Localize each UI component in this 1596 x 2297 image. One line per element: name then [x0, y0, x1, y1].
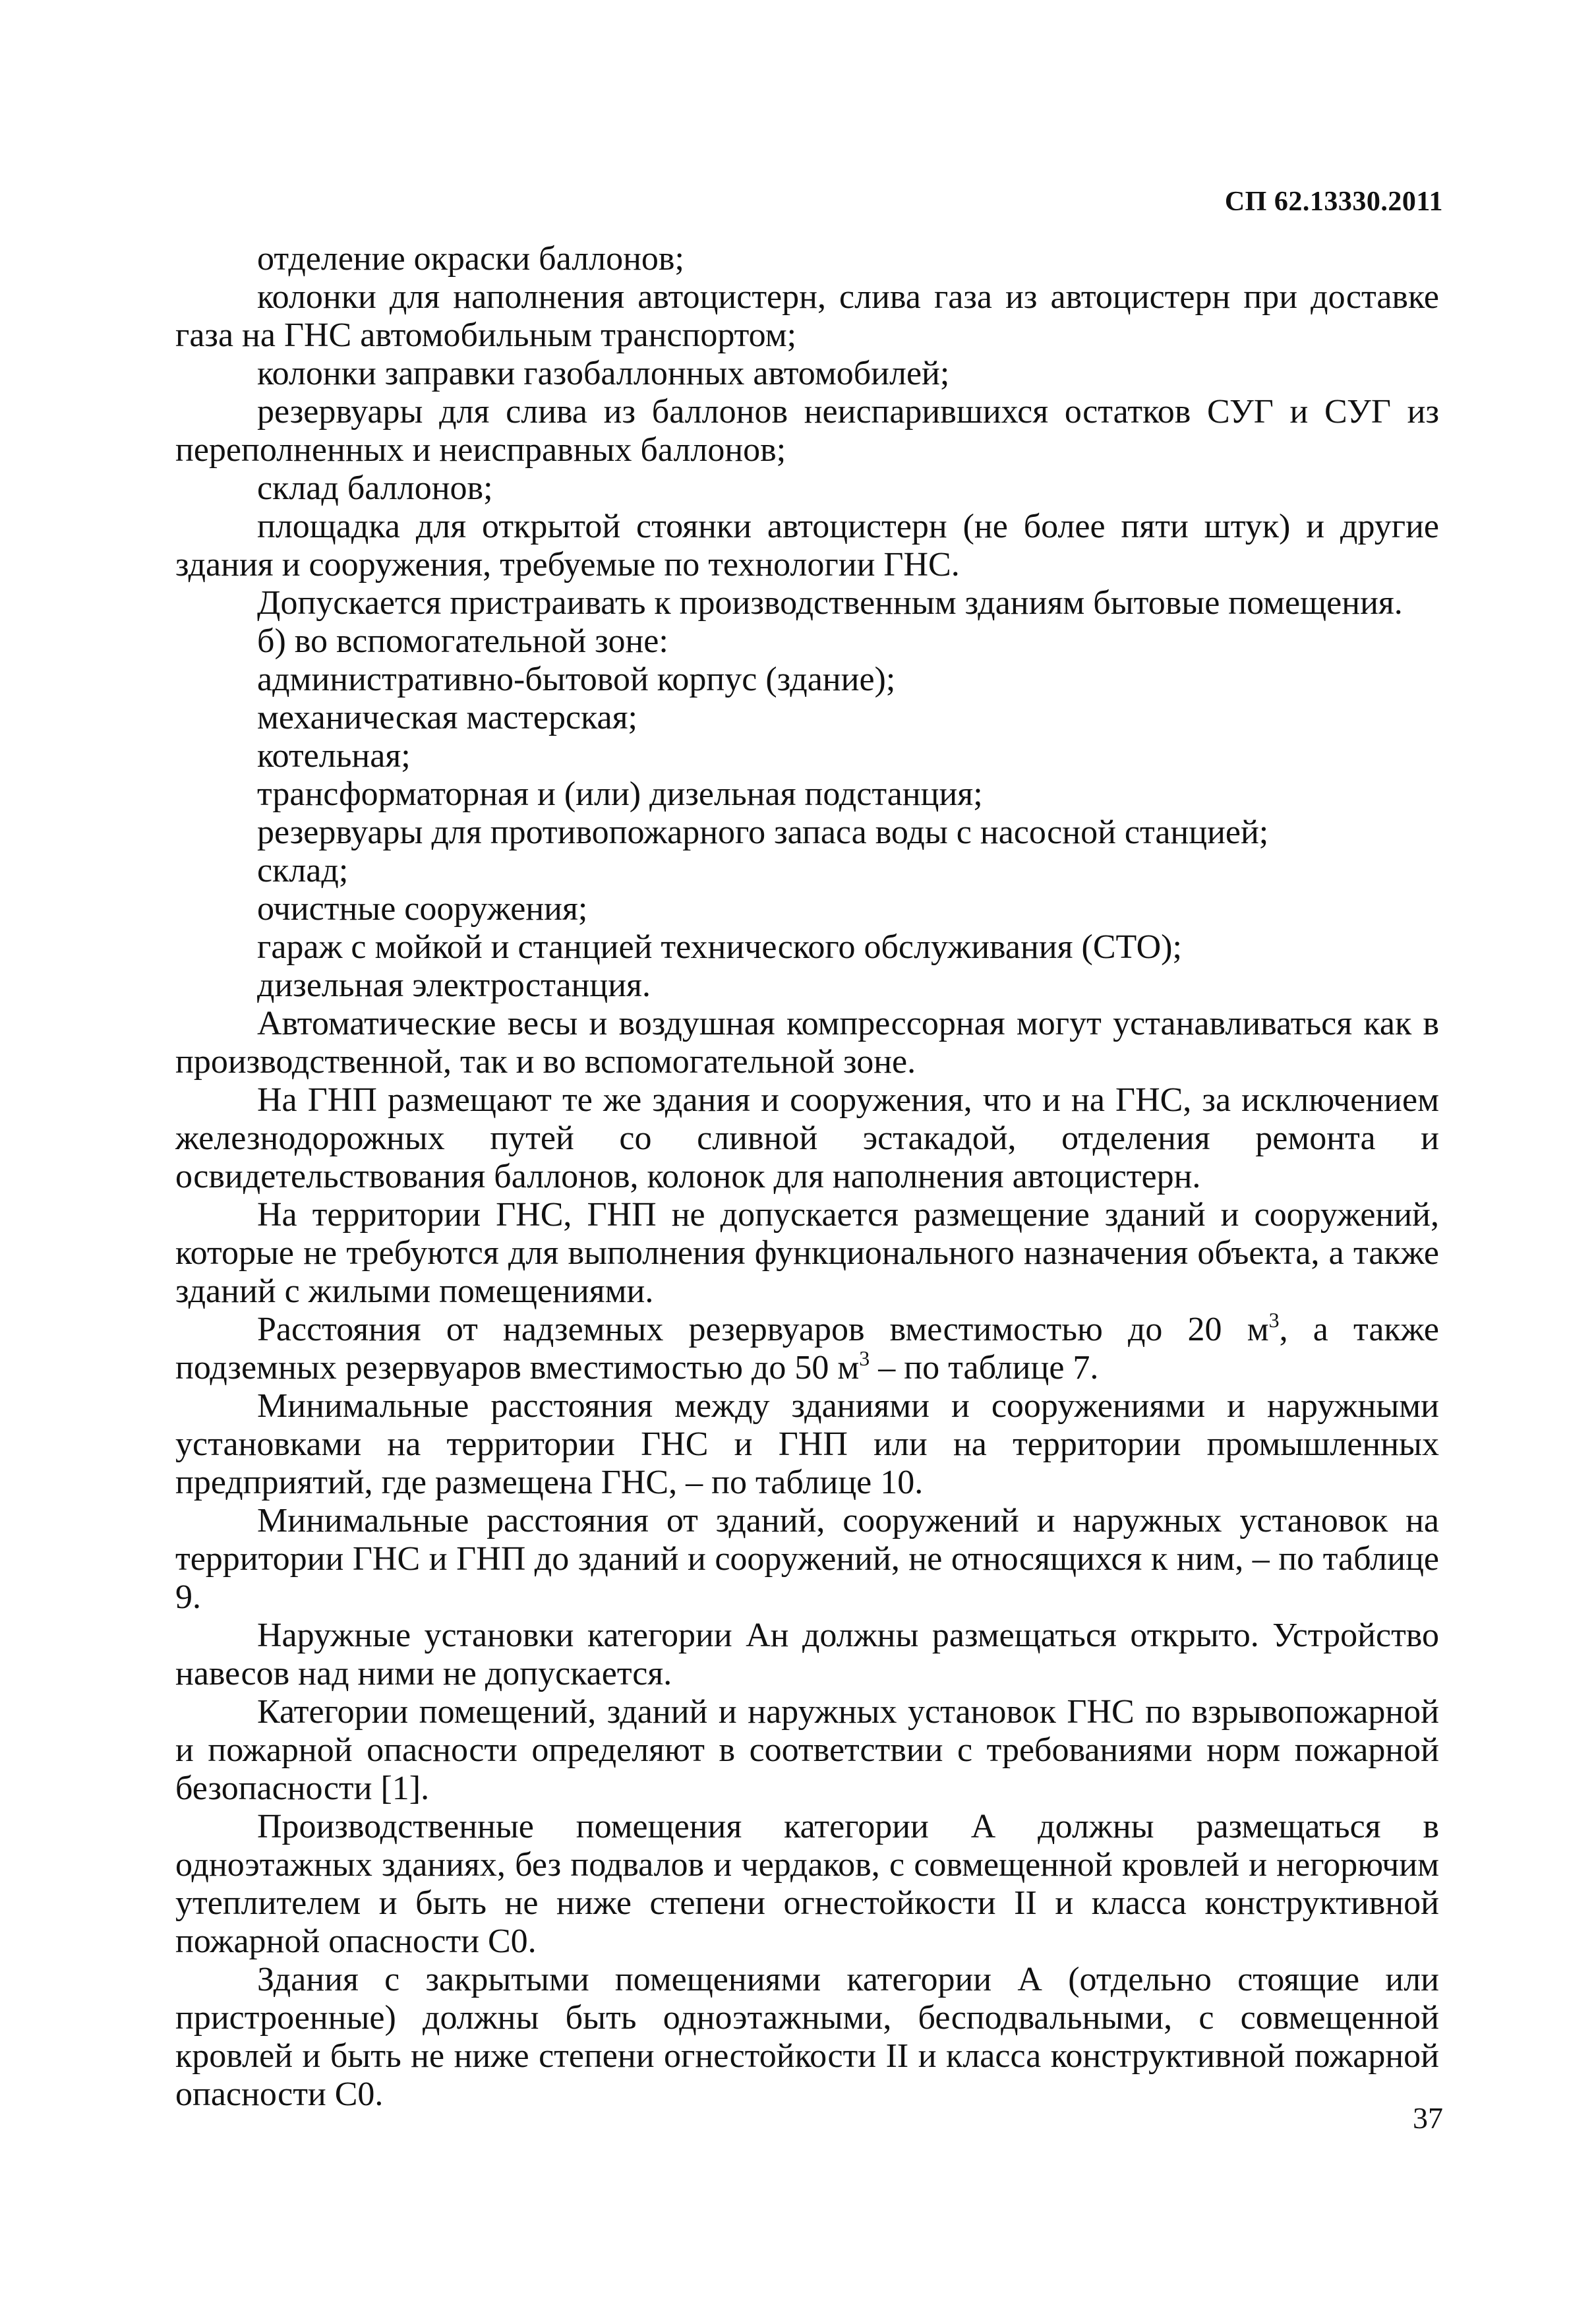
document-code: СП 62.13330.2011 — [1224, 187, 1443, 217]
paragraph: склад; — [257, 852, 349, 889]
paragraph: котельная; — [257, 737, 411, 775]
distances-text-1: Расстояния от надземных резервуаров вместимостью до 20 м — [257, 1311, 1269, 1348]
paragraph: очистные сооружения; — [257, 890, 588, 928]
paragraph: дизельная электростанция. — [257, 967, 651, 1004]
paragraph: На территории ГНС, ГНП не допускается размещение зданий и сооружений, которые не требуются для выполнения функционального назначения объекта, а также зданий с жилыми помещениями. — [175, 1196, 1439, 1310]
paragraph: механическая мастерская; — [257, 699, 637, 736]
paragraph: склад баллонов; — [257, 469, 493, 507]
paragraph: трансформаторная и (или) дизельная подстанция; — [257, 775, 983, 813]
cubic-superscript: 3 — [1268, 1308, 1280, 1332]
paragraph: колонки для наполнения автоцистерн, слива газа из автоцистерн при доставке газа на ГНС автомобильным транспортом; — [175, 278, 1439, 354]
paragraph: резервуары для слива из баллонов неиспарившихся остатков СУГ и СУГ из переполненных и неисправных баллонов; — [175, 393, 1439, 469]
distances-text-3: – по таблице 7. — [870, 1349, 1099, 1387]
paragraph: На ГНП размещают те же здания и сооружения, что и на ГНС, за исключением железнодорожных путей со сливной эстакадой, отделения ремонта и освидетельствования баллонов, колонок для наполнения автоцистерн. — [175, 1081, 1439, 1195]
page-number: 37 — [1413, 2101, 1443, 2135]
paragraph: колонки заправки газобаллонных автомобилей; — [257, 355, 950, 392]
paragraph: административно-бытовой корпус (здание); — [257, 661, 896, 698]
paragraph: Минимальные расстояния между зданиями и сооружениями и наружными установками на территории ГНС и ГНП или на территории промышленных предприятий, где размещена ГНС, – по таблице 10. — [175, 1387, 1439, 1501]
paragraph: отделение окраски баллонов; — [257, 240, 684, 278]
paragraph: гараж с мойкой и станцией технического обслуживания (СТО); — [257, 928, 1182, 966]
paragraph: Производственные помещения категории А должны размещаться в одноэтажных зданиях, без подвалов и чердаков, с совмещенной кровлей и негорючим утеплителем и быть не ниже степени огнестойкости II и класса конструктивной пожарной опасности С0. — [175, 1808, 1439, 1960]
paragraph: Автоматические весы и воздушная компрессорная могут устанавливаться как в производственной, так и во вспомогательной зоне. — [175, 1005, 1439, 1081]
distances-text-2: , а также подземных резервуаров вместимостью до 50 м — [175, 1311, 1439, 1387]
paragraph: Допускается пристраивать к производственным зданиям бытовые помещения. — [257, 584, 1403, 622]
paragraph: площадка для открытой стоянки автоцистерн (не более пяти штук) и другие здания и сооружения, требуемые по технологии ГНС. — [175, 508, 1439, 583]
paragraph: Минимальные расстояния от зданий, сооружений и наружных установок на территории ГНС и ГНП до зданий и сооружений, не относящихся к ним, – по таблице 9. — [175, 1502, 1439, 1616]
document-body — [175, 240, 1439, 2114]
distances-paragraph — [175, 1308, 1439, 1387]
paragraph: б) во вспомогательной зоне: — [257, 622, 668, 660]
paragraph: Категории помещений, зданий и наружных установок ГНС по взрывопожарной и пожарной опасности определяют в соответствии с требованиями норм пожарной безопасности [1]. — [175, 1693, 1439, 1807]
paragraph: Наружные установки категории Ан должны размещаться открыто. Устройство навесов над ними не допускается. — [175, 1617, 1439, 1692]
paragraph: резервуары для противопожарного запаса воды с насосной станцией; — [257, 814, 1269, 851]
paragraph: Здания с закрытыми помещениями категории А (отдельно стоящие или пристроенные) должны быть одноэтажными, бесподвальными, с совмещенной кровлей и быть не ниже степени огнестойкости II и класса конструктивной пожарной опасности С0. — [175, 1961, 1439, 2113]
cubic-superscript: 3 — [859, 1346, 870, 1370]
